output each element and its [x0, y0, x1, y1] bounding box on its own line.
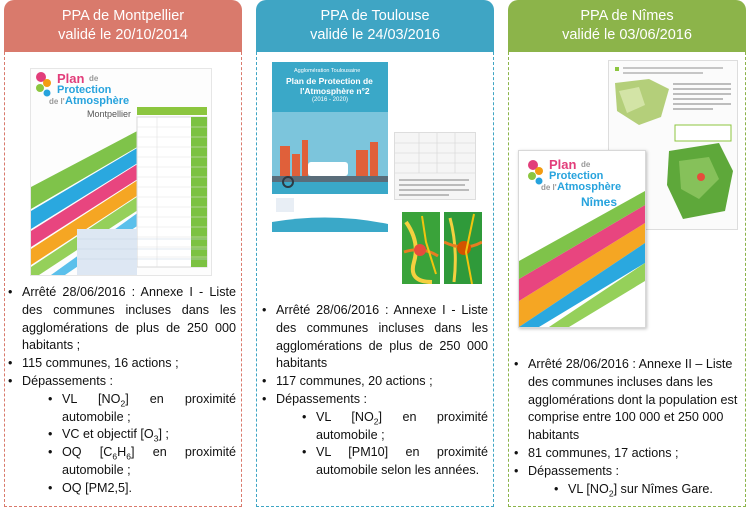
sub-bullet-vl-no2: • VL $[NO_2]$ sur Nîmes Gare. [514, 481, 740, 499]
logo-city-text: Montpellier [87, 109, 132, 119]
document-thumbnail [272, 62, 388, 232]
ppa-logo [528, 160, 543, 185]
bullet-communes: • 115 communes, 16 actions ; [8, 355, 236, 373]
data-table-thumbnail [394, 132, 476, 200]
bullet-list [262, 302, 488, 480]
panel-title: PPA de Nîmes [580, 8, 674, 24]
cover-title: Plan de Protection de [286, 76, 373, 86]
panel-subtitle: validé le 03/06/2016 [562, 27, 692, 43]
logo-plan-text: Plan [549, 157, 577, 172]
panel-header [256, 0, 494, 52]
panel-nimes [508, 0, 746, 508]
sub-bullet-vl-no2: • VL $[NO_2]$ en proximité automobile ; [8, 391, 236, 427]
bullet-communes: • 117 communes, 20 actions ; [262, 373, 488, 391]
logo-protection-text: Protection [57, 84, 112, 96]
panel-title: PPA de Toulouse [320, 8, 430, 24]
panel-title: PPA de Montpellier [61, 8, 185, 24]
panel-montpellier [4, 0, 242, 508]
sub-bullet-oq-pm25: • OQ [PM2,5]. [8, 480, 236, 498]
logo-atmosphere-text: Atmosphère [65, 95, 130, 107]
bullet-depassements: • Dépassements : [8, 373, 236, 391]
bullet-arrete: • Arrêté 28/06/2016 : Annexe I - Liste des communes incluses dans les agglomérations de plus de 250 000 habitants [262, 302, 488, 373]
logo-de-text: de [581, 160, 591, 169]
panel-details [8, 284, 236, 498]
logo-protection-text: Protection [549, 170, 604, 182]
logo-plan-text: Plan [57, 71, 85, 86]
bullet-depassements: • Dépassements : [262, 391, 488, 409]
logo-city-text: Nîmes [581, 195, 618, 209]
sub-bullet-vc-o3: • VC et objectif $[O_3]$ ; [8, 426, 236, 444]
bullet-list [514, 356, 740, 498]
panel-toulouse [256, 0, 494, 508]
logo-atmosphere-text: Atmosphère [557, 181, 622, 193]
sub-bullet-vl-pm10: • VL [PM10] en proximité automobile selon les années. [262, 444, 488, 480]
panel-subtitle: validé le 20/10/2014 [58, 27, 188, 43]
cover-agglo: Agglomération Toulousaine [294, 68, 361, 74]
document-thumbnail [518, 150, 646, 328]
logo-de2-text: de l' [49, 97, 65, 106]
stripes-decoration [519, 191, 645, 327]
pollution-map-1 [402, 212, 440, 284]
cover-years: (2016 - 2020) [312, 97, 349, 103]
sub-bullet-vl-no2: • VL $[NO_2]$ en proximité automobile ; [262, 409, 488, 445]
panel-details [514, 356, 740, 498]
panel-details [262, 302, 488, 480]
tram-shape [308, 162, 348, 176]
cover-title-2: l'Atmosphère n°2 [300, 86, 370, 96]
bullet-communes: • 81 communes, 17 actions ; [514, 445, 740, 463]
logo-de2-text: de l' [541, 183, 557, 192]
bullet-list [8, 284, 236, 498]
ppa-logo [36, 72, 51, 97]
panel-header [508, 0, 746, 52]
bullet-arrete: • Arrêté 28/06/2016 : Annexe I - Liste des communes incluses dans les agglomérations de plus de 250 000 habitants ; [8, 284, 236, 355]
logo-de-text: de [89, 74, 99, 83]
panel-header [4, 0, 242, 52]
sub-bullet-oq-c6h6: • OQ $[C_6H_6]$ en proximité automobile ; [8, 444, 236, 480]
document-thumbnail [30, 68, 212, 276]
bullet-depassements: • Dépassements : [514, 463, 740, 481]
bullet-arrete: • Arrêté 28/06/2016 : Annexe II – Liste des communes incluses dans les agglomérations dont la population est comprise entre 100 000 et 250 000 habitants [514, 356, 740, 445]
panel-subtitle: validé le 24/03/2016 [310, 27, 440, 43]
table-illustration [395, 133, 475, 199]
pollution-map-2 [444, 212, 482, 284]
